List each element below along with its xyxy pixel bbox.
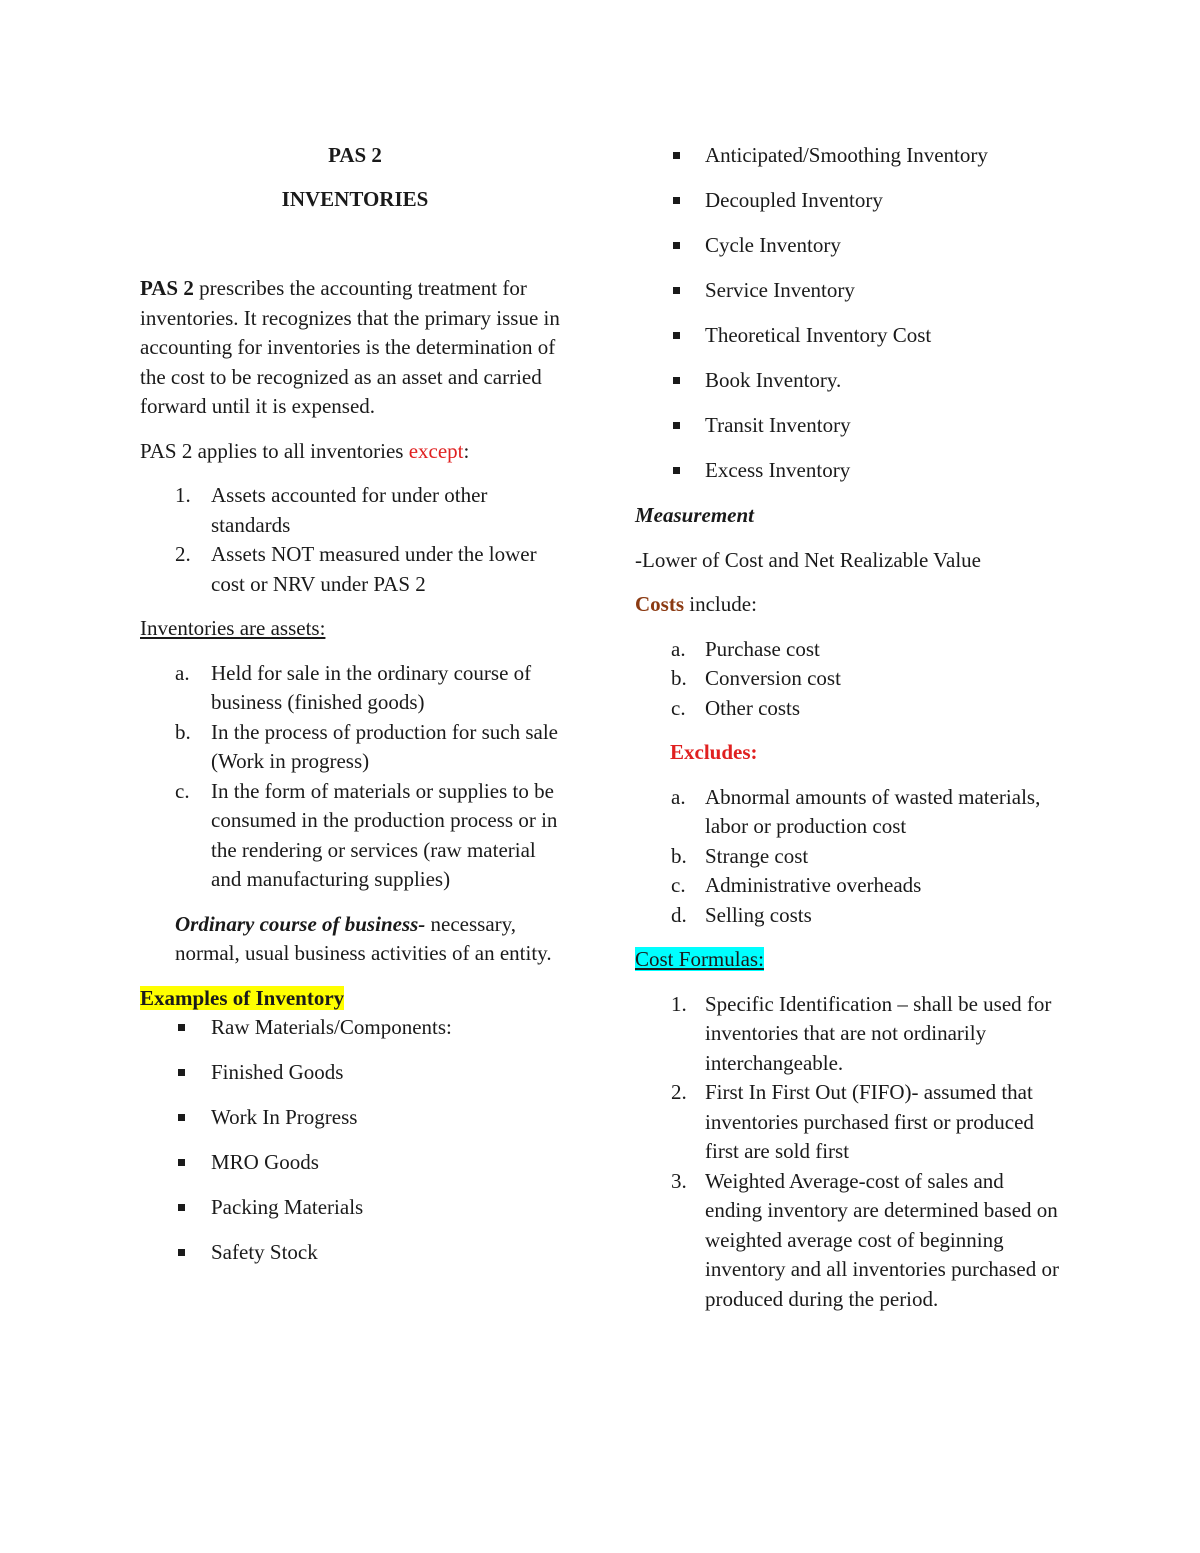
list-marker: a. xyxy=(175,660,190,685)
list-item-text: Excess Inventory xyxy=(705,458,851,482)
square-bullet-icon xyxy=(673,197,680,204)
square-bullet-icon xyxy=(673,422,680,429)
square-bullet-icon xyxy=(673,287,680,294)
list-marker: a. xyxy=(671,784,686,809)
list-item xyxy=(635,1167,1065,1315)
costs-paragraph xyxy=(635,590,1065,620)
list-item xyxy=(635,664,1065,694)
list-marker: 2. xyxy=(671,1080,687,1104)
list-item-text: Assets accounted for under other standards xyxy=(211,483,488,537)
list-item xyxy=(635,141,1065,171)
list-item xyxy=(635,990,1065,1079)
ordinary-course-paragraph xyxy=(140,910,570,969)
list-marker: b. xyxy=(671,843,687,868)
square-bullet-icon xyxy=(673,377,680,384)
square-bullet-icon xyxy=(178,1249,185,1256)
list-item xyxy=(140,1058,570,1088)
square-bullet-icon xyxy=(673,332,680,339)
costs-list xyxy=(635,635,1065,724)
formulas-heading: Cost Formulas: xyxy=(635,947,764,971)
list-item xyxy=(635,871,1065,901)
excludes-heading: Excludes: xyxy=(670,740,758,764)
list-item xyxy=(635,842,1065,872)
list-item-text: Assets NOT measured under the lower cost or NRV under PAS 2 xyxy=(211,542,537,596)
list-item-text: Book Inventory. xyxy=(705,368,842,392)
intro-paragraph xyxy=(140,274,570,422)
list-item-text: Specific Identification – shall be used for inventories that are not ordinarily interchangeable. xyxy=(705,991,1052,1075)
list-item-text: Finished Goods xyxy=(211,1060,344,1084)
square-bullet-icon xyxy=(178,1204,185,1211)
right-column xyxy=(635,141,1065,1314)
applies-paragraph xyxy=(140,437,570,467)
left-column xyxy=(140,141,570,1283)
list-marker: 2. xyxy=(175,542,191,566)
ordinary-course-term: Ordinary course of business- xyxy=(175,911,426,936)
list-item xyxy=(635,231,1065,261)
list-item-text: Other costs xyxy=(705,695,801,720)
intro-bold-lead: PAS 2 xyxy=(140,276,194,300)
list-marker: 1. xyxy=(175,483,191,507)
list-item xyxy=(635,411,1065,441)
examples-list-left xyxy=(140,1013,570,1268)
list-marker: a. xyxy=(671,636,686,661)
exceptions-list xyxy=(140,481,570,599)
list-item-text: In the form of materials or supplies to be consumed in the production process or in the rendering or services (raw material and manufacturing supplies) xyxy=(211,778,558,891)
document-title: PAS 2 xyxy=(328,143,382,167)
list-item-text: Administrative overheads xyxy=(705,873,922,897)
formulas-heading-paragraph xyxy=(635,945,1065,975)
list-item xyxy=(140,659,570,718)
list-item-text: Abnormal amounts of wasted materials, labor or production cost xyxy=(705,784,1041,838)
list-item-text: Conversion cost xyxy=(705,666,841,690)
applies-text: PAS 2 applies to all inventories xyxy=(140,438,409,463)
list-item-text: Theoretical Inventory Cost xyxy=(705,323,932,347)
square-bullet-icon xyxy=(673,467,680,474)
measurement-heading: Measurement xyxy=(635,503,755,527)
list-item-text: Raw Materials/Components: xyxy=(211,1015,452,1039)
list-item-text: Safety Stock xyxy=(211,1240,318,1264)
square-bullet-icon xyxy=(673,152,680,159)
document-subtitle: INVENTORIES xyxy=(281,186,429,211)
list-item xyxy=(140,777,570,895)
list-item xyxy=(140,1148,570,1178)
list-item xyxy=(635,456,1065,486)
list-item-text: Transit Inventory xyxy=(705,413,851,437)
list-item xyxy=(140,540,570,599)
assets-list xyxy=(140,659,570,895)
list-item xyxy=(635,321,1065,351)
list-item xyxy=(635,901,1065,931)
examples-list-right xyxy=(635,141,1065,486)
list-item xyxy=(140,718,570,777)
list-item-text: First In First Out (FIFO)- assumed that inventories purchased first or produced first are sold first xyxy=(705,1080,1034,1163)
list-marker: c. xyxy=(671,873,686,897)
except-word: except xyxy=(408,438,464,463)
list-item-text: Selling costs xyxy=(705,902,812,927)
list-marker: c. xyxy=(175,778,190,803)
list-item xyxy=(140,1238,570,1268)
list-item xyxy=(635,783,1065,842)
square-bullet-icon xyxy=(178,1024,185,1031)
list-item-text: Purchase cost xyxy=(705,636,820,661)
list-item xyxy=(635,694,1065,724)
list-item-text: Strange cost xyxy=(705,843,809,868)
list-item-text: Decoupled Inventory xyxy=(705,188,883,212)
list-item-text: Work In Progress xyxy=(211,1105,358,1129)
list-marker: b. xyxy=(175,719,191,744)
list-item xyxy=(140,481,570,540)
square-bullet-icon xyxy=(178,1159,185,1166)
square-bullet-icon xyxy=(178,1114,185,1121)
square-bullet-icon xyxy=(673,242,680,249)
list-item-text: Packing Materials xyxy=(211,1195,364,1219)
list-item xyxy=(140,1103,570,1133)
list-marker: 1. xyxy=(671,991,687,1016)
list-item xyxy=(635,186,1065,216)
list-item-text: Service Inventory xyxy=(705,278,855,302)
assets-heading: Inventories are assets: xyxy=(140,616,326,640)
costs-suffix: include: xyxy=(684,592,757,616)
list-item xyxy=(635,635,1065,665)
list-item xyxy=(635,1078,1065,1167)
list-item-text: MRO Goods xyxy=(211,1150,319,1174)
square-bullet-icon xyxy=(178,1069,185,1076)
applies-suffix: : xyxy=(463,438,470,463)
list-item-text: Cycle Inventory xyxy=(705,233,841,257)
list-item xyxy=(140,1193,570,1223)
examples-heading-paragraph xyxy=(140,984,570,1014)
list-item-text: Anticipated/Smoothing Inventory xyxy=(705,143,988,167)
list-marker: c. xyxy=(671,695,686,720)
list-item xyxy=(635,276,1065,306)
formulas-list xyxy=(635,990,1065,1315)
intro-text: prescribes the accounting treatment for inventories. It recognizes that the primary issue in accounting for inventories is the determination of the cost to be recognized as an asset and carried forward until it is expensed. xyxy=(140,276,560,418)
list-item-text: Weighted Average-cost of sales and ending inventory are determined based on weighted average cost of beginning inventory and all inventories purchased or produced during the period. xyxy=(705,1168,1059,1311)
costs-label: Costs xyxy=(635,592,685,616)
ordinary-course-definition: necessary, normal, usual business activities of an entity. xyxy=(175,911,552,965)
list-item-text: Held for sale in the ordinary course of business (finished goods) xyxy=(211,660,532,714)
list-item xyxy=(140,1013,570,1043)
measurement-text: -Lower of Cost and Net Realizable Value xyxy=(635,547,981,572)
excludes-list xyxy=(635,783,1065,931)
list-marker: d. xyxy=(671,902,687,927)
list-item xyxy=(635,366,1065,396)
examples-heading: Examples of Inventory xyxy=(140,985,345,1010)
list-item-text: In the process of production for such sale (Work in progress) xyxy=(211,719,558,773)
list-marker: b. xyxy=(671,666,687,690)
list-marker: 3. xyxy=(671,1168,687,1193)
